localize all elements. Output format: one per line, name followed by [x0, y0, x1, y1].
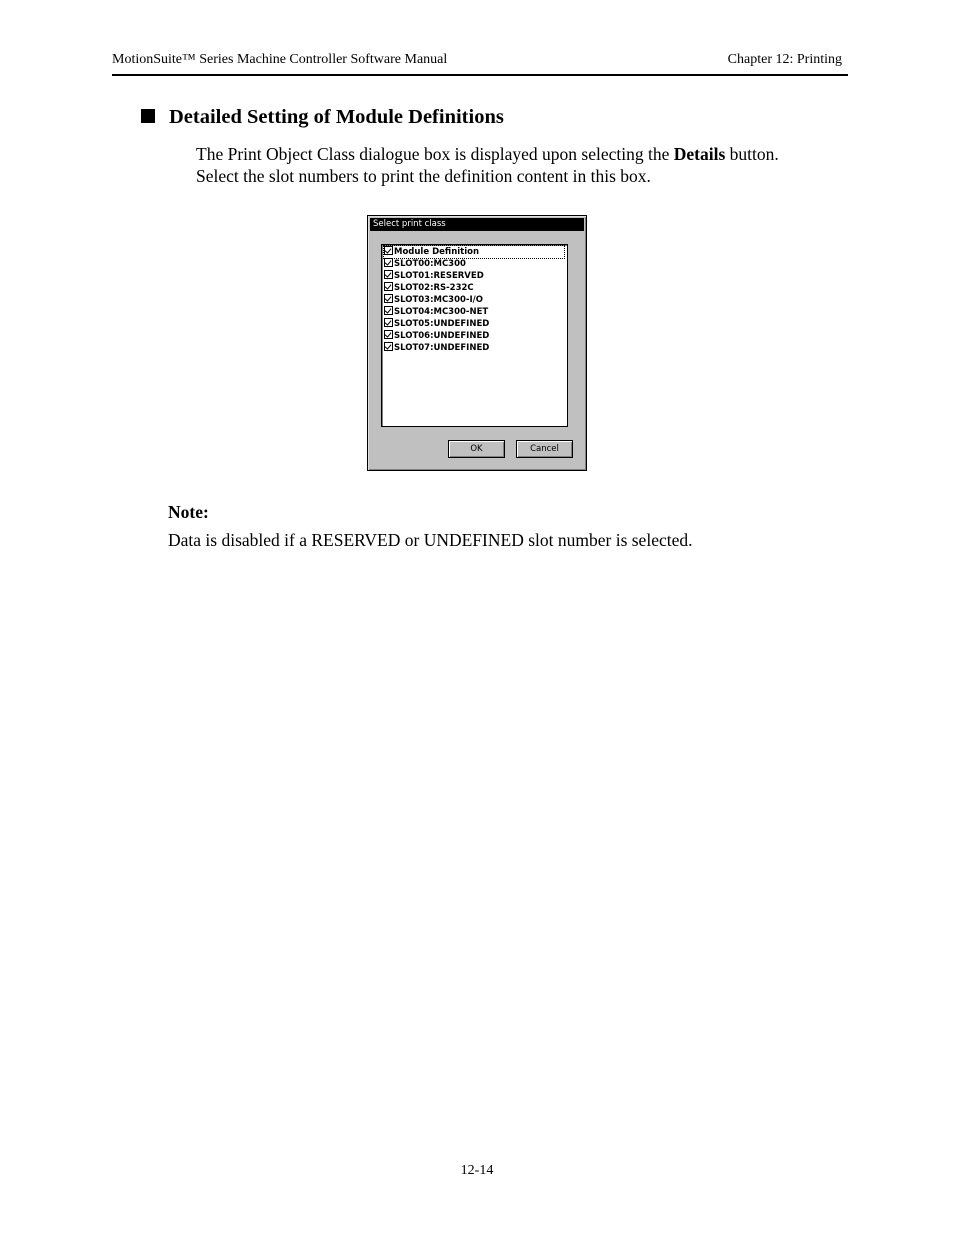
checkbox-checked-icon[interactable]: [384, 294, 393, 303]
list-item-slot00[interactable]: SLOT00:MC300: [384, 258, 466, 270]
list-item-slot03[interactable]: SLOT03:MC300-I/O: [384, 294, 483, 306]
list-item-slot04[interactable]: SLOT04:MC300-NET: [384, 306, 488, 318]
intro-text-part2: button.: [725, 144, 779, 164]
list-item-slot01[interactable]: SLOT01:RESERVED: [384, 270, 484, 282]
manual-title: MotionSuite™ Series Machine Controller Software Manual: [112, 52, 448, 67]
checkbox-checked-icon[interactable]: [384, 246, 393, 255]
dialog-title: Select print class: [370, 218, 584, 231]
print-class-listbox[interactable]: [381, 244, 568, 427]
checkbox-checked-icon[interactable]: [384, 306, 393, 315]
checkbox-checked-icon[interactable]: [384, 258, 393, 267]
intro-line2: Select the slot numbers to print the definition content in this box.: [196, 166, 651, 186]
checkbox-checked-icon[interactable]: [384, 282, 393, 291]
checkbox-checked-icon[interactable]: [384, 330, 393, 339]
intro-paragraph: [196, 143, 779, 187]
intro-bold-details: Details: [673, 144, 726, 164]
note-text: Data is disabled if a RESERVED or UNDEFINED slot number is selected.: [168, 530, 693, 550]
section-heading: [141, 106, 504, 129]
square-bullet-icon: [141, 109, 155, 123]
list-item-module-definition[interactable]: Module Definition: [384, 246, 564, 258]
checkbox-checked-icon[interactable]: [384, 270, 393, 279]
list-item-slot05[interactable]: SLOT05:UNDEFINED: [384, 318, 489, 330]
checkbox-checked-icon[interactable]: [384, 318, 393, 327]
cancel-button[interactable]: Cancel: [516, 440, 573, 458]
checkbox-checked-icon[interactable]: [384, 342, 393, 351]
page-number: 12-14: [460, 1163, 494, 1178]
list-item-slot07[interactable]: SLOT07:UNDEFINED: [384, 342, 489, 354]
select-print-class-dialog: [367, 215, 587, 471]
list-item-slot06[interactable]: SLOT06:UNDEFINED: [384, 330, 489, 342]
running-header: [112, 52, 848, 72]
chapter-title: Chapter 12: Printing: [727, 52, 842, 67]
list-item-slot02[interactable]: SLOT02:RS-232C: [384, 282, 474, 294]
intro-text-part1: The Print Object Class dialogue box is displayed upon selecting the: [196, 144, 674, 164]
note-label: Note:: [168, 502, 209, 522]
section-heading-text: Detailed Setting of Module Definitions: [169, 106, 504, 128]
ok-button[interactable]: OK: [448, 440, 505, 458]
header-rule: [112, 74, 848, 76]
